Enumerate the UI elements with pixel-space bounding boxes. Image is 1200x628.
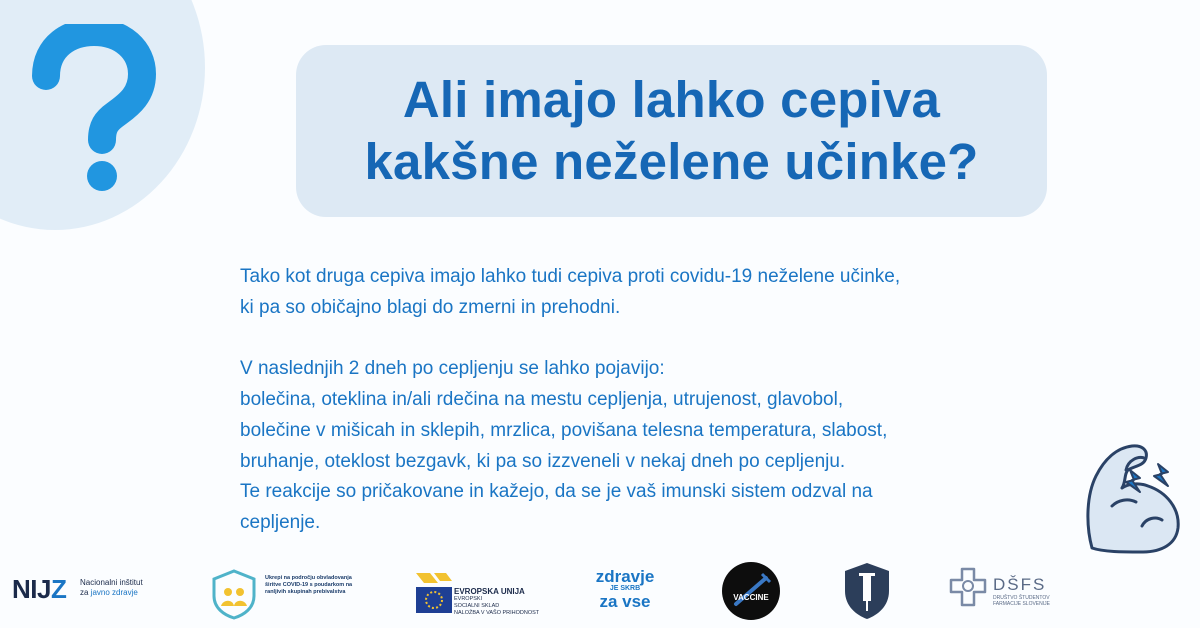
vaccine-logo-icon <box>722 562 780 620</box>
dsfs-caption <box>993 575 1050 607</box>
title-box <box>296 45 1047 217</box>
dsfs-caption-line: FARMACIJE SLOVENIJE <box>993 601 1050 607</box>
flexed-arm-icon <box>1082 436 1192 556</box>
eu-flag-icon <box>416 573 452 615</box>
zdravje-logo-line2: JE SKRB <box>609 585 641 592</box>
nijz-mark-a: NIJ <box>12 574 51 604</box>
title-line-2: kakšne neželene učinke? <box>364 133 979 190</box>
zdravje-logo-line1: zdravje <box>595 567 655 586</box>
shield-caption-line: ranljivih skupinah prebivalstva <box>265 589 346 595</box>
zdravje-logo-line3: za vse <box>599 592 651 611</box>
nijz-mark-b: Z <box>50 574 67 604</box>
eu-caption-title: EVROPSKA UNIJA <box>454 587 525 596</box>
nijz-caption <box>80 578 143 598</box>
body-line: bolečine v mišicah in sklepih, mrzlica, povišana telesna temperatura, slabost, <box>240 419 888 441</box>
dsfs-name: DŠFS <box>993 575 1047 594</box>
body-line: bruhanje, oteklost bezgavk, ki pa so izzveneli v nekaj dneh po cepljenju. <box>240 450 846 472</box>
title-line-1: Ali imajo lahko cepiva <box>402 71 941 128</box>
body-line: bolečina, oteklina in/ali rdečina na mestu cepljenja, utrujenost, glavobol, <box>240 389 844 411</box>
dsfs-cross-logo-icon <box>947 565 989 609</box>
eu-caption-line: SOCIALNI SKLAD <box>454 603 500 609</box>
eu-caption-line: NALOŽBA V VAŠO PRIHODNOST <box>454 610 540 616</box>
nijz-caption-line2a: za <box>80 588 91 597</box>
body-line: cepljenje. <box>240 511 321 533</box>
vaccine-logo-label: VACCINE <box>733 593 769 602</box>
shield-caption-line: Ukrepi na področju obvladovanja <box>265 575 352 581</box>
body-line: ki pa so običajno blagi do zmerni in prehodni. <box>240 296 621 318</box>
syringe-shield-logo-icon <box>843 561 891 621</box>
shield-caption <box>265 575 352 596</box>
body-text <box>240 262 1100 539</box>
body-line: Tako kot druga cepiva imajo lahko tudi cepiva proti covidu-19 neželene učinke, <box>240 266 901 287</box>
shield-caption-line: širitve COVID-19 s poudarkom na <box>265 582 353 588</box>
question-mark-icon <box>28 24 158 194</box>
nijz-caption-line1: Nacionalni inštitut <box>80 578 143 587</box>
eu-caption <box>454 587 539 617</box>
nijz-caption-line2b: javno zdravje <box>90 588 138 597</box>
shield-people-logo-icon <box>208 568 260 620</box>
eu-caption-line: EVROPSKI <box>454 596 483 602</box>
zdravje-logo <box>590 568 660 610</box>
body-line: V naslednjih 2 dneh po cepljenju se lahko pojavijo: <box>240 358 665 380</box>
dsfs-caption-line: DRUŠTVO ŠTUDENTOV <box>993 595 1050 601</box>
nijz-logo <box>12 574 66 605</box>
body-line: Te reakcije so pričakovane in kažejo, da se je vaš imunski sistem odzval na <box>240 481 873 503</box>
